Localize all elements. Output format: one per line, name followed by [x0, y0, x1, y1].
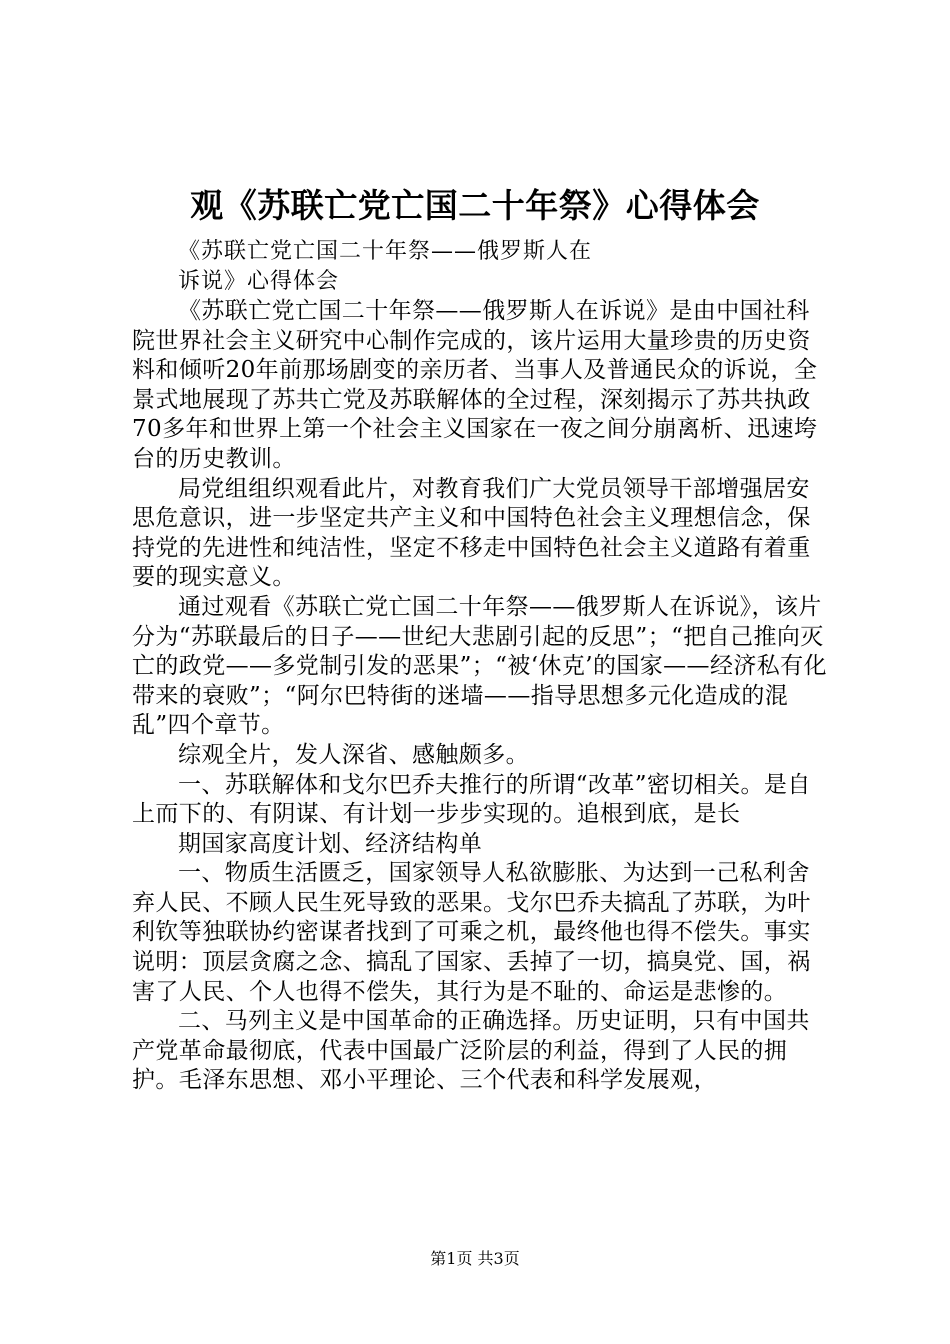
paragraph: 一、苏联解体和戈尔巴乔夫推行的所谓“改革”密切相关。是自上而下的、有阴谋、有计划一步步实现的。追根到底，是长	[132, 771, 811, 828]
paragraph: 通过观看《苏联亡党亡国二十年祭——俄罗斯人在诉说》，该片分为“苏联最后的日子——世纪大悲剧引起的反思”；“把自己推向灭亡的政党——多党制引发的恶果”；“被‘休克’的国家——经济私有化带来的衰败”；“阿尔巴特街的迷墙——指导思想多元化造成的混乱”四个章节。	[132, 593, 827, 739]
page-number-footer: 第1页 共3页	[430, 1249, 520, 1268]
paragraph: 一、物质生活匮乏，国家领导人私欲膨胀、为达到一己私利舍弃人民、不顾人民生死导致的恶果。戈尔巴乔夫搞乱了苏联，为叶利钦等独联协约密谋者找到了可乘之机，最终他也得不偿失。事实说明：顶层贪腐之念、搞乱了国家、丢掉了一切，搞臭党、国，祸害了人民、个人也得不偿失，其行为是不耻的、命运是悲惨的。	[132, 860, 811, 1005]
paragraph: 局党组组织观看此片，对教育我们广大党员领导干部增强居安思危意识，进一步坚定共产主义和中国特色社会主义理想信念，保持党的先进性和纯洁性，坚定不移走中国特色社会主义道路有着重要的现实意义。	[132, 475, 811, 591]
document-body	[132, 297, 832, 1096]
paragraph: 期国家高度计划、经济结构单	[178, 830, 483, 857]
subtitle-line-2: 诉说》心得体会	[178, 269, 340, 294]
subtitle-line-1: 《苏联亡党亡国二十年祭——俄罗斯人在	[178, 239, 593, 264]
document-title: 观《苏联亡党亡国二十年祭》心得体会	[190, 186, 760, 225]
paragraph: 二、马列主义是中国革命的正确选择。历史证明，只有中国共产党革命最彻底，代表中国最广泛阶层的利益，得到了人民的拥护。毛泽东思想、邓小平理论、三个代表和科学发展观，	[132, 1008, 810, 1094]
paragraph: 综观全片，发人深省、感触颇多。	[178, 741, 529, 768]
paragraph: 《苏联亡党亡国二十年祭——俄罗斯人在诉说》是由中国社科院世界社会主义研究中心制作完成的，该片运用大量珍贵的历史资料和倾听20年前那场剧变的亲历者、当事人及普通民众的诉说，全景式地展现了苏共亡党及苏联解体的全过程，深刻揭示了苏共执政70多年和世界上第一个社会主义国家在一夜之间分崩离析、迅速垮台的历史教训。	[132, 298, 818, 472]
